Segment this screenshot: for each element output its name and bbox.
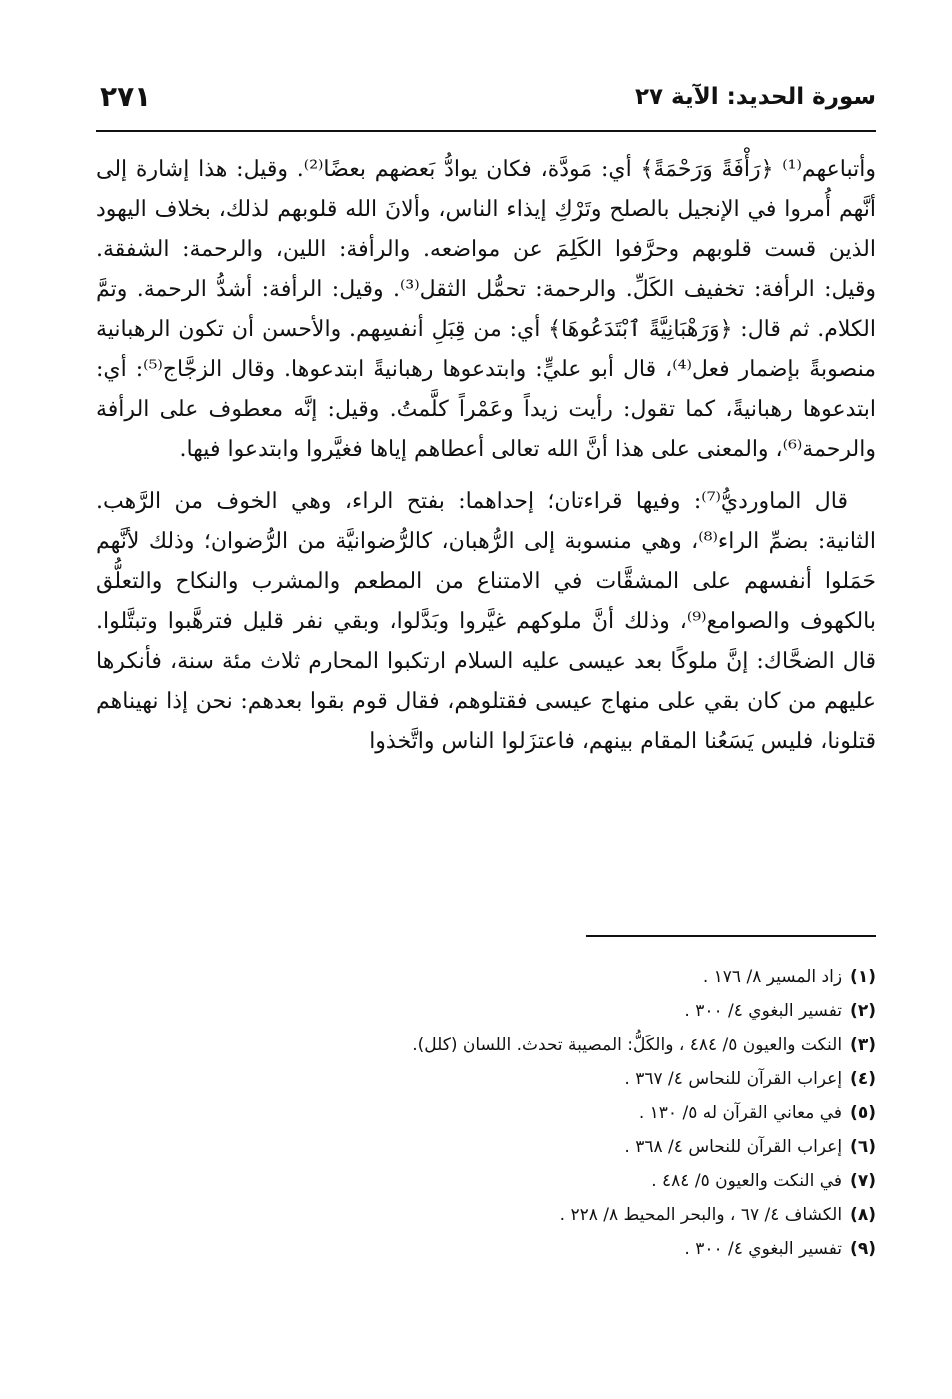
footnote [96, 1096, 876, 1130]
surah-title: سورة الحديد: الآية ٢٧ [634, 84, 876, 110]
footnote [96, 994, 876, 1028]
footnote [96, 1164, 876, 1198]
footnote-text: النكت والعيون ٥/ ٤٨٤ ، والكَلُّ: المصيبة تحدث. اللسان (كلل). [412, 1035, 843, 1055]
footnote-number: (٦) [850, 1137, 876, 1157]
footnote-number: (٩) [850, 1239, 876, 1259]
main-text [96, 150, 876, 762]
footnote-text: الكشاف ٤/ ٦٧ ، والبحر المحيط ٨/ ٢٢٨ . [559, 1205, 843, 1225]
footnote-text: تفسير البغوي ٤/ ٣٠٠ . [684, 1239, 843, 1259]
footnote-text: تفسير البغوي ٤/ ٣٠٠ . [684, 1001, 843, 1021]
footnote-number: (٤) [850, 1069, 876, 1089]
footnote [96, 1198, 876, 1232]
footnote [96, 1130, 876, 1164]
paragraph-1: وأتباعهم⁽¹⁾ ﴿رَأْفَةً وَرَحْمَةً﴾ أي: مَودَّة، فكان يوادُّ بَعضهم بعضًا⁽²⁾. وقيل: هذا إشارة إلى أنَّهم أُمروا في الإنجيل بالصلح وتَرْكِ إيذاء الناس، وألانَ الله قلوبهم لذلك، بخلاف اليهود الذين قست قلوبهم وحرَّفوا الكَلِمَ عن مواضعه. والرأفة: اللين، والرحمة: الشفقة. وقيل: الرأفة: تخفيف الكَلِّ. والرحمة: تحمُّل الثقل⁽³⁾. وقيل: الرأفة: أشدُّ الرحمة. وتمَّ الكلام. ثم قال: ﴿وَرَهْبَانِيَّةً ٱبْتَدَعُوهَا﴾ أي: من قِبَلِ أنفسِهم. والأحسن أن تكون الرهبانية منصوبةً بإضمار فعل⁽⁴⁾، قال أبو عليٍّ: وابتدعوها رهبانيةً ابتدعوها. وقال الزجَّاج⁽⁵⁾: أي: ابتدعوها رهبانيةً، كما تقول: رأيت زيداً وعَمْراً كلَّمتُ. وقيل: إنَّه معطوف على الرأفة والرحمة⁽⁶⁾، والمعنى على هذا أنَّ الله تعالى أعطاهم إياها فغيَّروا وابتدعوا فيها. [96, 157, 876, 462]
footnote-number: (٥) [850, 1103, 876, 1123]
paragraph-2: قال الماورديُّ⁽⁷⁾: وفيها قراءتان؛ إحداهما: بفتح الراء، وهي الخوف من الرَّهب. الثانية: بضمِّ الراء⁽⁸⁾، وهي منسوبة إلى الرُّهبان، كالرُّضوانيَّة من الرُّضوان؛ وذلك لأنَّهم حَمَلوا أنفسهم على المشقَّات في الامتناع من المطعم والمشرب والنكاح والتعلُّق بالكهوف والصوامع⁽⁹⁾، وذلك أنَّ ملوكهم غيَّروا وبَدَّلوا، وبقي نفر قليل فترهَّبوا وتبتَّلوا. قال الضحَّاك: إنَّ ملوكًا بعد عيسى عليه السلام ارتكبوا المحارم ثلاث مئة سنة، فأنكرها عليهم من كان بقي على منهاج عيسى فقتلوهم، فقال قوم بقوا بعدهم: نحن إذا نهيناهم قتلونا، فليس يَسَعُنا المقام بينهم، فاعتزَلوا الناس واتَّخذوا [96, 489, 876, 754]
footnote [96, 1028, 876, 1062]
running-header [96, 80, 876, 128]
footnote-text: إعراب القرآن للنحاس ٤/ ٣٦٨ . [624, 1137, 843, 1157]
footnote [96, 1062, 876, 1096]
footnote-text: في النكت والعيون ٥/ ٤٨٤ . [651, 1171, 843, 1191]
header-rule [96, 130, 876, 132]
footnote-rule [586, 935, 876, 937]
page-number: ٢٧١ [100, 80, 152, 113]
footnote-number: (٢) [850, 1001, 876, 1021]
footnote-number: (٣) [850, 1035, 876, 1055]
footnote-text: في معاني القرآن له ٥/ ١٣٠ . [638, 1103, 843, 1123]
footnote-number: (٨) [850, 1205, 876, 1225]
footnote-number: (٧) [850, 1171, 876, 1191]
footnote-text: إعراب القرآن للنحاس ٤/ ٣٦٧ . [624, 1069, 843, 1089]
footnote-text: زاد المسير ٨/ ١٧٦ . [702, 967, 843, 987]
footnote-number: (١) [850, 967, 876, 987]
footnote [96, 1232, 876, 1266]
footnote [96, 960, 876, 994]
footnotes [96, 960, 876, 1266]
